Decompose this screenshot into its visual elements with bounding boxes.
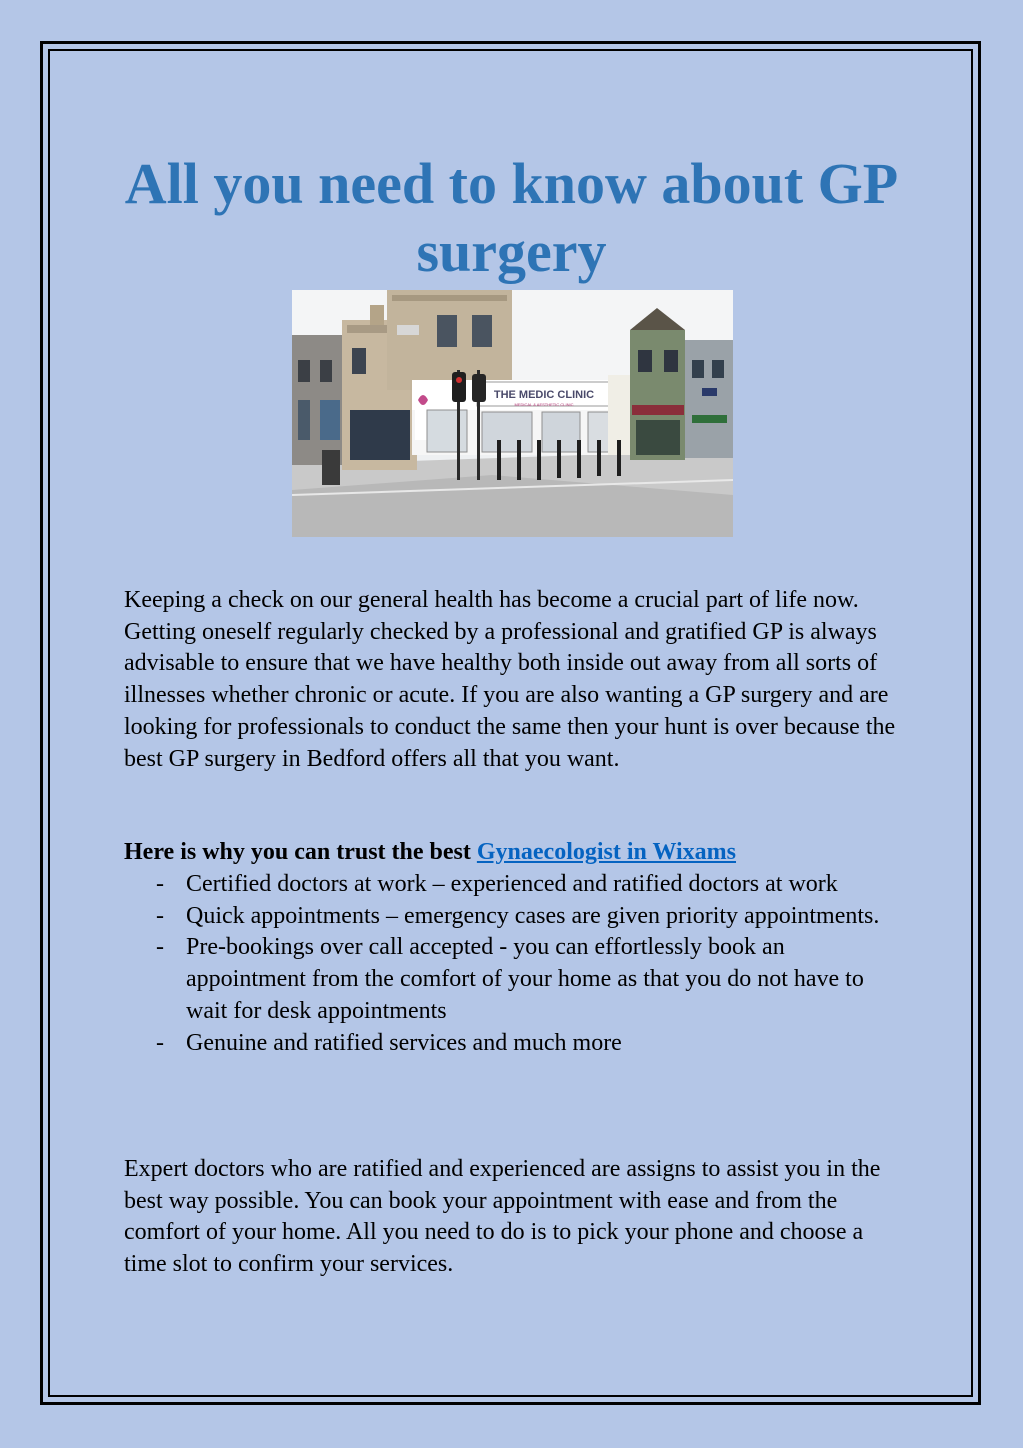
trust-heading-text: Here is why you can trust the best <box>124 839 477 865</box>
clinic-sign-subtext: MEDICAL & AESTHETIC CLINIC <box>514 402 574 407</box>
list-item-text: Certified doctors at work – experienced and ratified doctors at work <box>186 871 838 897</box>
reasons-list <box>124 869 904 1059</box>
gynaecologist-link[interactable]: Gynaecologist in Wixams <box>476 839 737 865</box>
list-item-text: Pre-bookings over call accepted - you can effortlessly book an appointment from the comfort of your home as that you do not have to wait for desk appointments <box>186 934 864 1024</box>
bullet-dash: - <box>156 934 164 961</box>
trust-heading <box>124 837 736 869</box>
list-item-text: Quick appointments – emergency cases are given priority appointments. <box>186 902 880 929</box>
bullet-dash: - <box>156 1029 164 1056</box>
clinic-sign-text: THE MEDIC CLINIC <box>493 389 595 401</box>
intro-paragraph: Keeping a check on our general health has become a crucial part of life now. Getting oneself regularly checked by a professional and gratified GP is always advisable to ensure that we have healthy both inside out away from all sorts of illnesses whether chronic or acute. If you are also wanting a GP surgery and are looking for professionals to conduct the same then your hunt is over because the best GP surgery in Bedford offers all that you want. <box>124 587 896 772</box>
list-item <box>124 1028 904 1060</box>
bullet-dash: - <box>156 871 164 897</box>
clinic-street-illustration <box>292 290 733 537</box>
list-item <box>124 932 904 1027</box>
page-title: All you need to know about GP surgery <box>124 151 899 284</box>
closing-paragraph: Expert doctors who are ratified and experienced are assigns to assist you in the best way possible. You can book your appointment with ease and from the comfort of your home. All you need to do is to pick your phone and choose a time slot to confirm your services. <box>124 1156 881 1278</box>
clinic-street-photo <box>292 290 733 537</box>
list-item <box>124 901 904 933</box>
list-item <box>124 869 904 901</box>
list-item-text: Genuine and ratified services and much more <box>186 1029 622 1056</box>
bullet-dash: - <box>156 902 164 929</box>
